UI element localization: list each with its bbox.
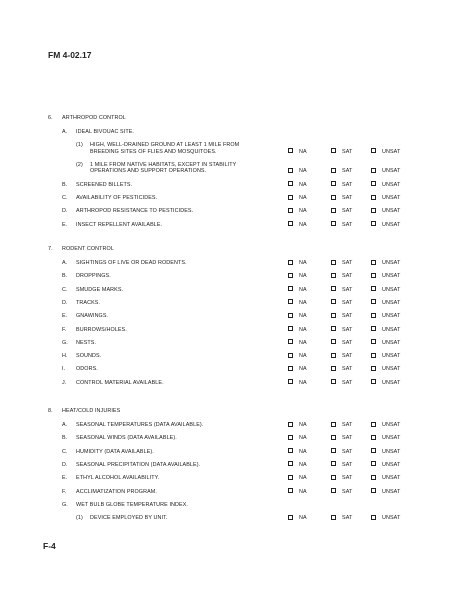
- option-label: UNSAT: [382, 181, 401, 188]
- item-letter: J.: [62, 379, 67, 386]
- option-unsat[interactable]: [371, 195, 400, 201]
- section-number: 7.: [48, 246, 53, 252]
- option-sat[interactable]: [331, 462, 352, 468]
- item-text: ACCLIMATIZATION PROGRAM.: [76, 488, 157, 495]
- option-label: SAT: [342, 379, 353, 386]
- option-na[interactable]: [288, 313, 307, 319]
- item-letter: G.: [62, 501, 68, 508]
- item-text: WET BULB GLOBE TEMPERATURE INDEX.: [76, 501, 189, 508]
- option-sat[interactable]: [331, 287, 352, 293]
- item-text: SEASONAL PRECIPITATION (DATA AVAILABLE).: [76, 461, 201, 468]
- option-na[interactable]: [288, 380, 307, 386]
- section-number: 6.: [48, 115, 53, 121]
- checkbox-na[interactable]: [288, 461, 293, 466]
- option-label: SAT: [342, 148, 353, 155]
- option-unsat[interactable]: [371, 422, 400, 428]
- option-label: UNSAT: [382, 221, 401, 228]
- checkbox-unsat[interactable]: [371, 475, 376, 480]
- item-letter: C.: [62, 448, 68, 455]
- option-label: UNSAT: [382, 475, 401, 482]
- option-label: SAT: [342, 260, 353, 266]
- checkbox-na[interactable]: [288, 448, 293, 453]
- option-na[interactable]: [288, 475, 307, 481]
- item-text: IDEAL BIVOUAC SITE.: [76, 129, 135, 135]
- page-header: FM 4-02.17: [48, 50, 92, 60]
- option-unsat[interactable]: [371, 149, 400, 155]
- option-label: UNSAT: [382, 461, 401, 468]
- item-letter: B.: [62, 181, 68, 188]
- item-letter: (1): [76, 515, 83, 522]
- option-label: SAT: [342, 475, 353, 482]
- item-text: TRACKS.: [76, 299, 101, 306]
- section-heading: HEAT/COLD INJURIES: [62, 408, 121, 414]
- option-label: UNSAT: [382, 208, 401, 215]
- item-letter: I.: [62, 366, 66, 373]
- checkbox-na[interactable]: [288, 286, 293, 291]
- option-sat[interactable]: [331, 449, 352, 455]
- checkbox-na[interactable]: [288, 299, 293, 304]
- option-na[interactable]: [288, 435, 307, 441]
- option-label: SAT: [342, 366, 353, 373]
- checkbox-na[interactable]: [288, 168, 293, 173]
- checkbox-sat[interactable]: [331, 339, 336, 344]
- option-unsat[interactable]: [371, 435, 400, 441]
- checkbox-unsat[interactable]: [371, 515, 376, 520]
- checkbox-unsat[interactable]: [371, 208, 376, 213]
- item-text: CONTROL MATERIAL AVAILABLE.: [76, 379, 164, 386]
- item-letter: D.: [62, 299, 68, 306]
- option-label: UNSAT: [382, 299, 401, 306]
- option-sat[interactable]: [331, 208, 352, 214]
- option-label: SAT: [342, 286, 353, 293]
- option-label: UNSAT: [382, 422, 401, 428]
- option-label: SAT: [342, 221, 353, 228]
- option-label: NA: [299, 448, 307, 455]
- section-title: [48, 246, 114, 252]
- option-unsat[interactable]: [371, 287, 400, 293]
- option-unsat[interactable]: [371, 208, 400, 214]
- checkbox-sat[interactable]: [331, 286, 336, 291]
- checkbox-unsat[interactable]: [371, 488, 376, 493]
- option-label: NA: [299, 221, 307, 228]
- option-sat[interactable]: [331, 195, 352, 201]
- checkbox-unsat[interactable]: [371, 339, 376, 344]
- item-text: GNAWINGS.: [76, 313, 109, 320]
- option-unsat[interactable]: [371, 222, 400, 228]
- item-text: ETHYL ALCOHOL AVAILABILITY.: [76, 475, 160, 482]
- option-na[interactable]: [288, 208, 307, 214]
- checkbox-na[interactable]: [288, 353, 293, 358]
- option-unsat[interactable]: [371, 489, 400, 495]
- option-label: SAT: [342, 488, 353, 495]
- option-label: SAT: [342, 273, 353, 280]
- option-na[interactable]: [288, 222, 307, 228]
- option-label: UNSAT: [382, 326, 401, 333]
- item-text: DEVICE EMPLOYED BY UNIT.: [90, 515, 168, 522]
- option-na[interactable]: [288, 273, 307, 279]
- checkbox-unsat[interactable]: [371, 181, 376, 186]
- option-sat[interactable]: [331, 380, 352, 386]
- item-letter: G.: [62, 339, 68, 346]
- checkbox-sat[interactable]: [331, 475, 336, 480]
- option-unsat[interactable]: [371, 260, 400, 266]
- checkbox-sat[interactable]: [331, 379, 336, 384]
- checkbox-unsat[interactable]: [371, 195, 376, 200]
- item-letter: D.: [62, 461, 68, 468]
- checkbox-na[interactable]: [288, 515, 293, 520]
- checkbox-unsat[interactable]: [371, 379, 376, 384]
- section-title: [48, 408, 120, 414]
- option-label: UNSAT: [382, 273, 401, 280]
- option-label: NA: [299, 339, 307, 346]
- option-label: SAT: [342, 181, 353, 188]
- checkbox-unsat[interactable]: [371, 313, 376, 318]
- checkbox-na[interactable]: [288, 326, 293, 331]
- option-label: SAT: [342, 515, 353, 522]
- option-label: SAT: [342, 299, 353, 306]
- option-sat[interactable]: [331, 422, 352, 428]
- checkbox-unsat[interactable]: [371, 422, 376, 427]
- checkbox-sat[interactable]: [331, 181, 336, 186]
- checkbox-unsat[interactable]: [371, 148, 376, 153]
- option-label: UNSAT: [382, 353, 401, 360]
- item-text: SEASONAL WINDS (DATA AVAILABLE).: [76, 435, 177, 442]
- item-text: SOUNDS.: [76, 353, 102, 360]
- item-letter: B.: [62, 435, 68, 442]
- option-label: NA: [299, 515, 307, 522]
- option-sat[interactable]: [331, 222, 352, 228]
- option-unsat[interactable]: [371, 313, 400, 319]
- checkbox-unsat[interactable]: [371, 299, 376, 304]
- checkbox-sat[interactable]: [331, 313, 336, 318]
- option-label: UNSAT: [382, 339, 401, 346]
- option-label: UNSAT: [382, 448, 401, 455]
- section-title: [48, 115, 126, 121]
- option-na[interactable]: [288, 287, 307, 293]
- checkbox-sat[interactable]: [331, 422, 336, 427]
- checkbox-unsat[interactable]: [371, 366, 376, 371]
- option-unsat[interactable]: [371, 449, 400, 455]
- item-text: 1 MILE FROM NATIVE HABITATS, EXCEPT IN STABILITY OPERATIONS AND SUPPORT OPERATIONS.: [90, 162, 237, 175]
- option-label: UNSAT: [382, 148, 401, 155]
- checkbox-na[interactable]: [288, 260, 293, 265]
- checkbox-sat[interactable]: [331, 461, 336, 466]
- option-sat[interactable]: [331, 273, 352, 279]
- item-text: INSECT REPELLENT AVAILABLE.: [76, 221, 163, 228]
- option-na[interactable]: [288, 366, 307, 372]
- item-letter: E.: [62, 475, 68, 482]
- option-na[interactable]: [288, 353, 307, 359]
- option-na[interactable]: [288, 489, 307, 495]
- option-label: SAT: [342, 339, 353, 346]
- option-sat[interactable]: [331, 182, 352, 188]
- option-unsat[interactable]: [371, 380, 400, 386]
- item-text: ARTHROPOD RESISTANCE TO PESTICIDES.: [76, 208, 194, 215]
- item-letter: A.: [62, 422, 68, 428]
- option-unsat[interactable]: [371, 273, 400, 279]
- checkbox-na[interactable]: [288, 195, 293, 200]
- option-label: SAT: [342, 422, 353, 428]
- checkbox-na[interactable]: [288, 366, 293, 371]
- checkbox-unsat[interactable]: [371, 168, 376, 173]
- checkbox-unsat[interactable]: [371, 461, 376, 466]
- option-label: NA: [299, 326, 307, 333]
- option-na[interactable]: [288, 300, 307, 306]
- item-text: HIGH, WELL-DRAINED GROUND AT LEAST 1 MILE FROM BREEDING SITES OF FLIES AND MOSQUITOES.: [90, 142, 240, 155]
- option-sat[interactable]: [331, 475, 352, 481]
- option-na[interactable]: [288, 182, 307, 188]
- section-number: 8.: [48, 408, 53, 414]
- item-text: SMUDGE MARKS.: [76, 286, 124, 293]
- option-sat[interactable]: [331, 515, 352, 521]
- checkbox-unsat[interactable]: [371, 326, 376, 331]
- option-na[interactable]: [288, 340, 307, 346]
- item-letter: E.: [62, 313, 68, 320]
- option-unsat[interactable]: [371, 340, 400, 346]
- option-sat[interactable]: [331, 313, 352, 319]
- checkbox-sat[interactable]: [331, 435, 336, 440]
- section-heading: ARTHROPOD CONTROL: [62, 115, 126, 121]
- item-letter: E.: [62, 221, 68, 228]
- checkbox-sat[interactable]: [331, 168, 336, 173]
- item-letter: F.: [62, 326, 67, 333]
- checkbox-na[interactable]: [288, 313, 293, 318]
- option-label: NA: [299, 286, 307, 293]
- item-text: NESTS.: [76, 339, 97, 346]
- checkbox-unsat[interactable]: [371, 435, 376, 440]
- option-label: UNSAT: [382, 366, 401, 373]
- option-label: SAT: [342, 313, 353, 320]
- item-letter: (2): [76, 162, 83, 168]
- checkbox-unsat[interactable]: [371, 448, 376, 453]
- checkbox-sat[interactable]: [331, 353, 336, 358]
- option-label: NA: [299, 488, 307, 495]
- option-sat[interactable]: [331, 149, 352, 155]
- item-letter: F.: [62, 488, 67, 495]
- option-na[interactable]: [288, 149, 307, 155]
- checkbox-sat[interactable]: [331, 148, 336, 153]
- checkbox-sat[interactable]: [331, 260, 336, 265]
- option-na[interactable]: [288, 462, 307, 468]
- option-unsat[interactable]: [371, 300, 400, 306]
- option-sat[interactable]: [331, 489, 352, 495]
- option-unsat[interactable]: [371, 353, 400, 359]
- checkbox-sat[interactable]: [331, 299, 336, 304]
- item-text: DROPPINGS.: [76, 273, 111, 280]
- option-label: NA: [299, 353, 307, 360]
- checkbox-na[interactable]: [288, 475, 293, 480]
- checkbox-sat[interactable]: [331, 195, 336, 200]
- option-label: NA: [299, 195, 307, 201]
- option-label: UNSAT: [382, 435, 401, 442]
- checkbox-na[interactable]: [288, 148, 293, 153]
- option-unsat[interactable]: [371, 168, 400, 174]
- option-label: NA: [299, 435, 307, 442]
- checkbox-na[interactable]: [288, 208, 293, 213]
- item-letter: A.: [62, 129, 68, 135]
- option-na[interactable]: [288, 422, 307, 428]
- option-label: SAT: [342, 168, 353, 175]
- option-label: NA: [299, 366, 307, 373]
- option-label: UNSAT: [382, 313, 401, 320]
- option-sat[interactable]: [331, 300, 352, 306]
- option-label: NA: [299, 475, 307, 482]
- option-label: UNSAT: [382, 168, 401, 175]
- option-label: NA: [299, 422, 307, 428]
- checkbox-na[interactable]: [288, 273, 293, 278]
- option-label: SAT: [342, 326, 353, 333]
- option-label: UNSAT: [382, 195, 401, 201]
- checkbox-na[interactable]: [288, 435, 293, 440]
- checkbox-sat[interactable]: [331, 273, 336, 278]
- option-label: SAT: [342, 208, 353, 215]
- checkbox-unsat[interactable]: [371, 273, 376, 278]
- item-letter: H.: [62, 353, 68, 360]
- option-sat[interactable]: [331, 168, 352, 174]
- item-text: AVAILABILITY OF PESTICIDES.: [76, 195, 158, 201]
- option-label: SAT: [342, 195, 353, 201]
- checkbox-sat[interactable]: [331, 208, 336, 213]
- option-label: NA: [299, 208, 307, 215]
- option-unsat[interactable]: [371, 182, 400, 188]
- checkbox-unsat[interactable]: [371, 221, 376, 226]
- item-text: SCREENED BILLETS.: [76, 181, 133, 188]
- item-letter: C.: [62, 195, 68, 201]
- checkbox-sat[interactable]: [331, 366, 336, 371]
- checkbox-na[interactable]: [288, 488, 293, 493]
- option-unsat[interactable]: [371, 327, 400, 333]
- option-na[interactable]: [288, 449, 307, 455]
- item-letter: C.: [62, 286, 68, 293]
- option-unsat[interactable]: [371, 515, 400, 521]
- option-na[interactable]: [288, 168, 307, 174]
- checkbox-na[interactable]: [288, 422, 293, 427]
- option-label: NA: [299, 181, 307, 188]
- option-label: UNSAT: [382, 515, 401, 522]
- item-letter: (1): [76, 142, 83, 149]
- page-number: F-4: [43, 541, 56, 551]
- checkbox-unsat[interactable]: [371, 353, 376, 358]
- checkbox-unsat[interactable]: [371, 286, 376, 291]
- checkbox-unsat[interactable]: [371, 260, 376, 265]
- option-unsat[interactable]: [371, 475, 400, 481]
- checkbox-sat[interactable]: [331, 326, 336, 331]
- item-letter: B.: [62, 273, 68, 280]
- item-text: SEASONAL TEMPERATURES (DATA AVAILABLE).: [76, 422, 204, 428]
- checkbox-na[interactable]: [288, 339, 293, 344]
- option-unsat[interactable]: [371, 366, 400, 372]
- option-label: SAT: [342, 448, 353, 455]
- option-label: SAT: [342, 461, 353, 468]
- option-label: NA: [299, 260, 307, 266]
- option-label: NA: [299, 313, 307, 320]
- option-sat[interactable]: [331, 353, 352, 359]
- checkbox-sat[interactable]: [331, 488, 336, 493]
- option-label: UNSAT: [382, 286, 401, 293]
- item-text: HUMIDITY (DATA AVAILABLE).: [76, 448, 154, 455]
- option-na[interactable]: [288, 195, 307, 201]
- option-label: NA: [299, 273, 307, 280]
- option-na[interactable]: [288, 260, 307, 266]
- checkbox-sat[interactable]: [331, 221, 336, 226]
- option-unsat[interactable]: [371, 462, 400, 468]
- item-letter: D.: [62, 208, 68, 215]
- item-letter: A.: [62, 260, 68, 266]
- option-label: NA: [299, 379, 307, 386]
- option-na[interactable]: [288, 515, 307, 521]
- option-label: NA: [299, 299, 307, 306]
- option-sat[interactable]: [331, 366, 352, 372]
- option-sat[interactable]: [331, 327, 352, 333]
- checkbox-sat[interactable]: [331, 515, 336, 520]
- item-text: ODORS.: [76, 366, 98, 373]
- option-label: SAT: [342, 353, 353, 360]
- option-label: UNSAT: [382, 379, 401, 386]
- option-sat[interactable]: [331, 435, 352, 441]
- checkbox-na[interactable]: [288, 379, 293, 384]
- item-text: SIGHTINGS OF LIVE OR DEAD RODENTS.: [76, 260, 187, 266]
- option-sat[interactable]: [331, 260, 352, 266]
- option-label: UNSAT: [382, 488, 401, 495]
- section-heading: RODENT CONTROL: [62, 246, 114, 252]
- checkbox-na[interactable]: [288, 181, 293, 186]
- option-label: NA: [299, 168, 307, 175]
- checkbox-na[interactable]: [288, 221, 293, 226]
- option-label: NA: [299, 461, 307, 468]
- option-label: UNSAT: [382, 260, 401, 266]
- checkbox-sat[interactable]: [331, 448, 336, 453]
- option-label: NA: [299, 148, 307, 155]
- option-sat[interactable]: [331, 340, 352, 346]
- option-na[interactable]: [288, 327, 307, 333]
- option-label: SAT: [342, 435, 353, 442]
- item-text: BURROWS/HOLES.: [76, 326, 127, 333]
